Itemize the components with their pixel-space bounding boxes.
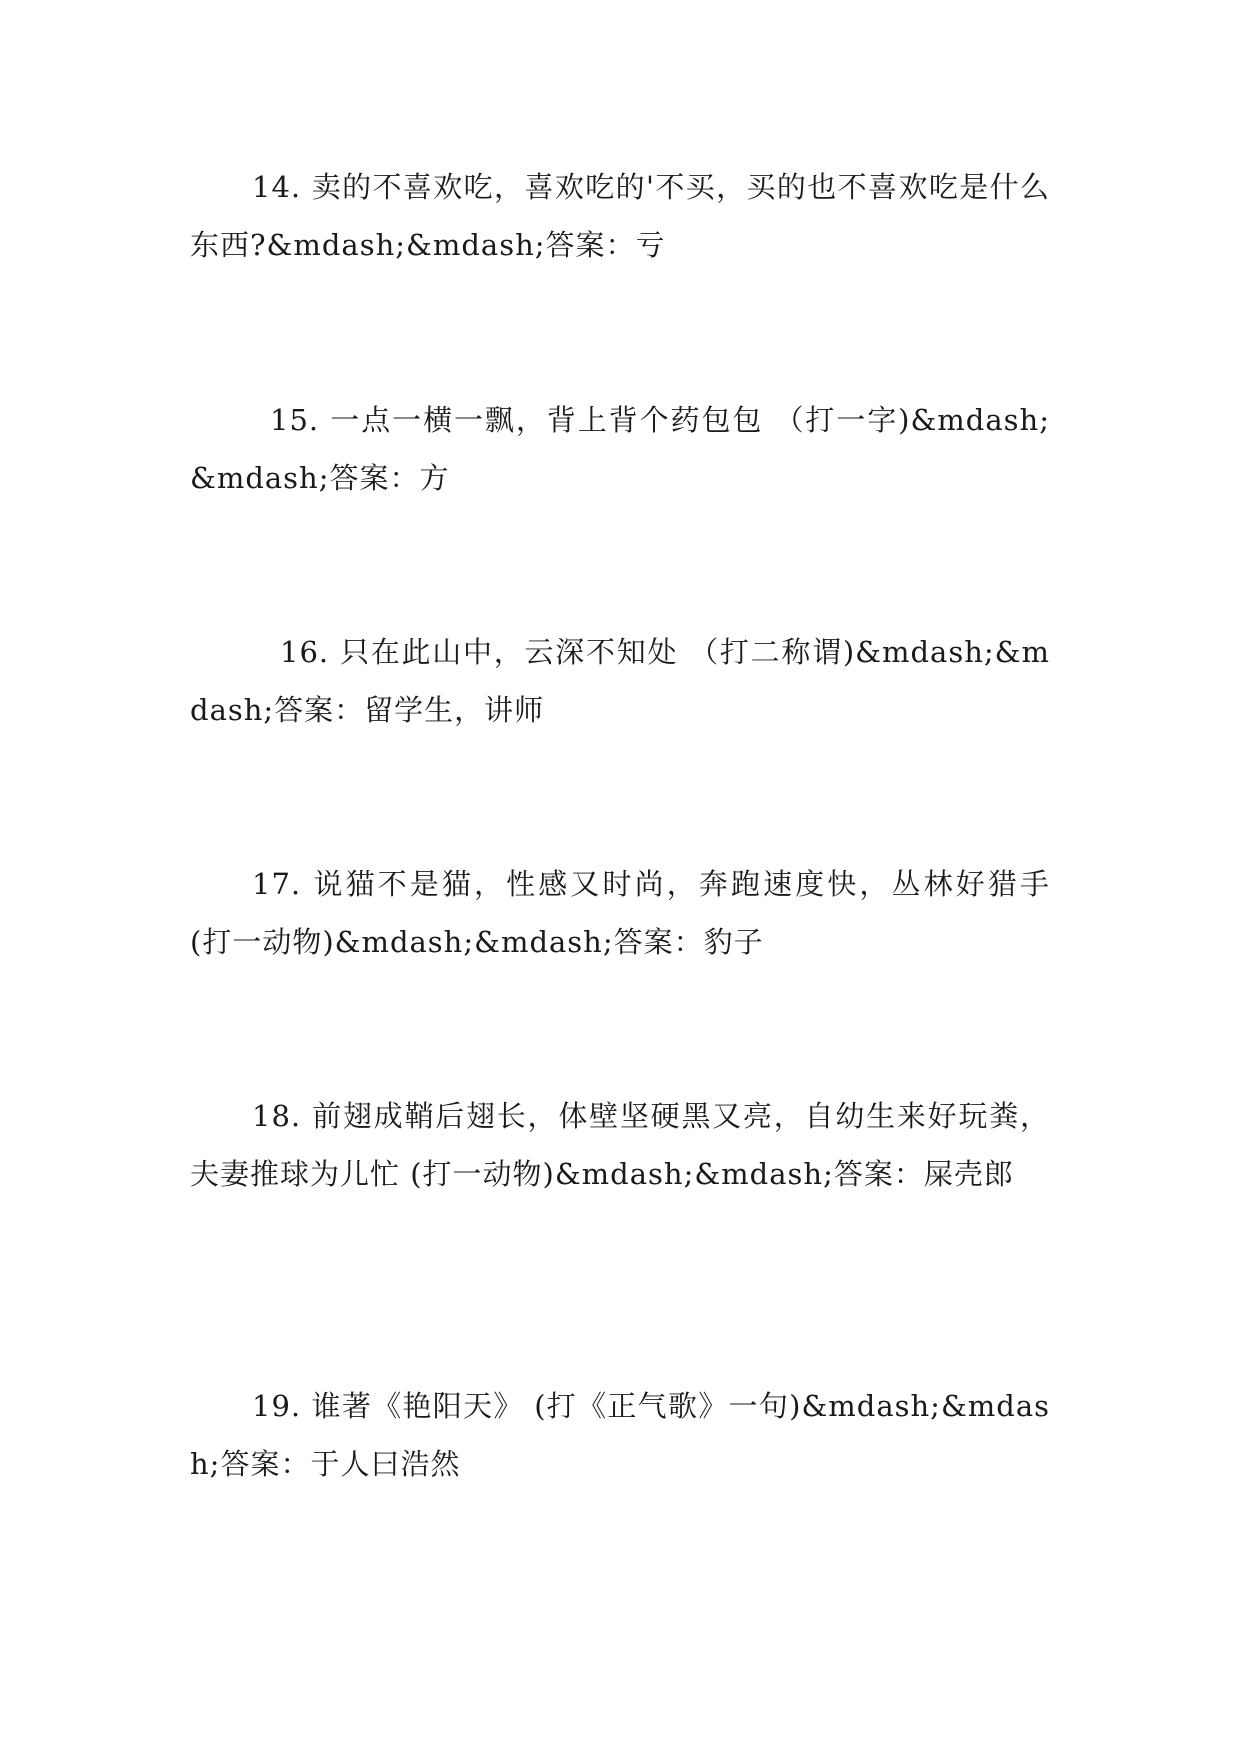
riddle-19: 19. 谁著《艳阳天》 (打《正气歌》一句)&mdash;&mdash;答案：于人曰浩然 bbox=[190, 1389, 1050, 1481]
riddle-16: 16. 只在此山中，云深不知处 （打二称谓)&mdash;&mdash;答案：留学生，讲师 bbox=[190, 635, 1050, 727]
riddle-15: 15. 一点一横一飘，背上背个药包包 （打一字)&mdash;&mdash;答案：方 bbox=[190, 403, 1050, 495]
riddle-17: 17. 说猫不是猫，性感又时尚，奔跑速度快，丛林好猎手 (打一动物)&mdash;&mdash;答案：豹子 bbox=[190, 867, 1050, 959]
riddle-14: 14. 卖的不喜欢吃，喜欢吃的'不买，买的也不喜欢吃是什么东西?&mdash;&mdash;答案：亏 bbox=[190, 170, 1050, 262]
riddle-18: 18. 前翅成鞘后翅长，体壁坚硬黑又亮，自幼生来好玩粪，夫妻推球为儿忙 (打一动物)&mdash;&mdash;答案：屎壳郎 bbox=[190, 1099, 1050, 1191]
